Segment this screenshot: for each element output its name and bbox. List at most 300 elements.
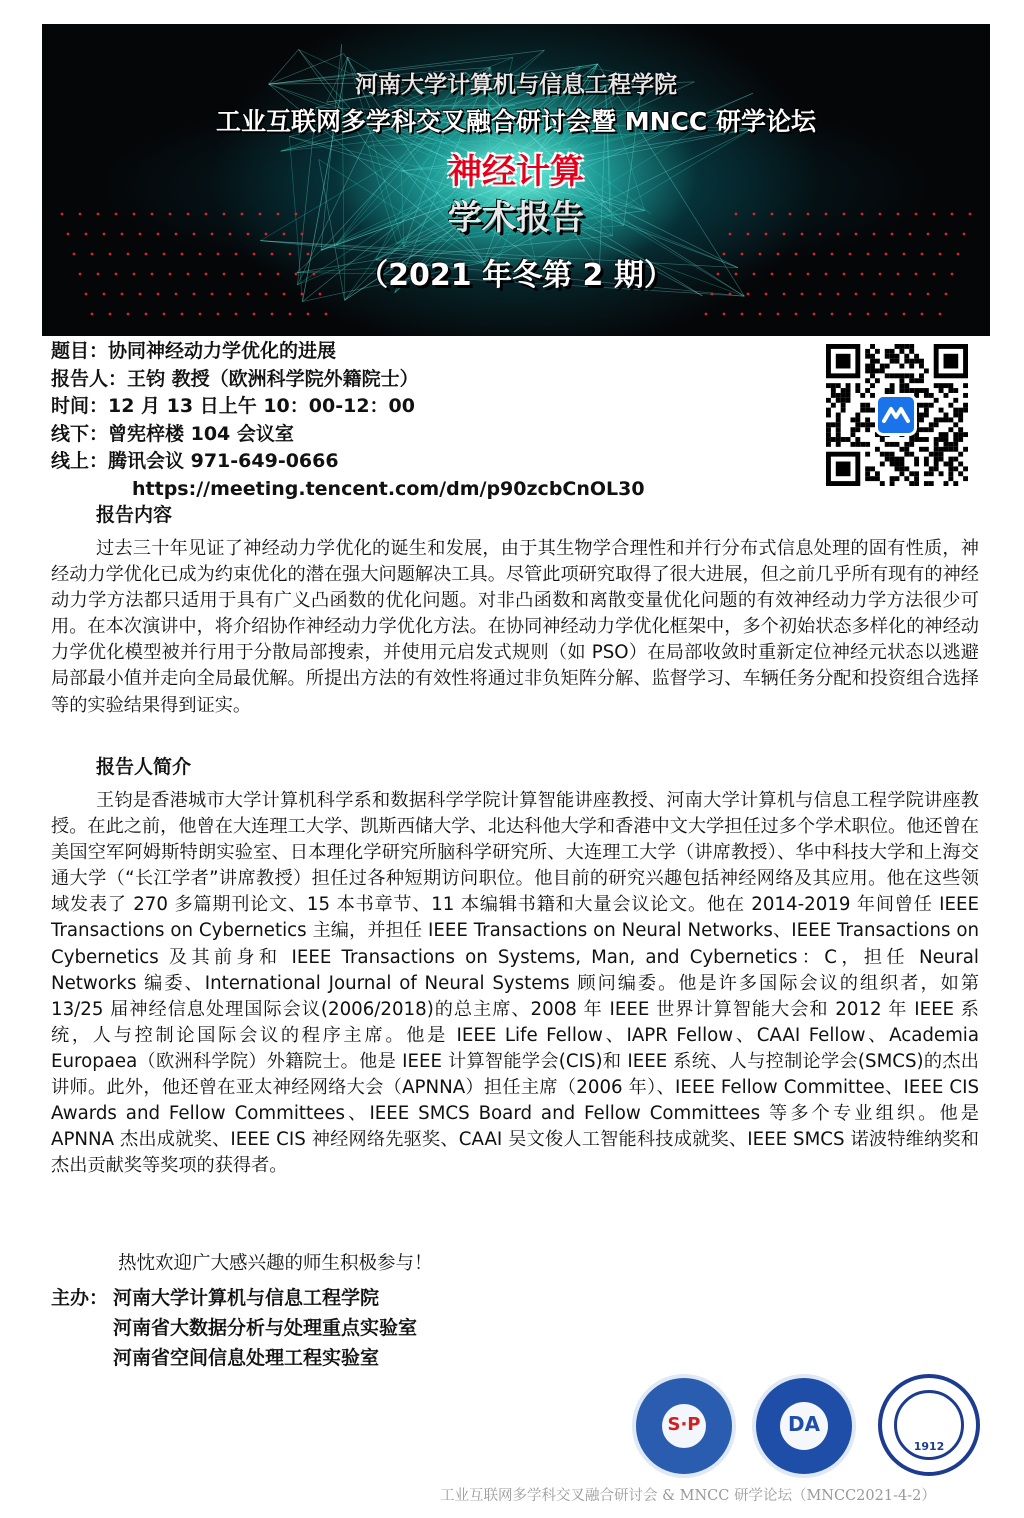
qr-module [826, 398, 831, 403]
qr-module [860, 403, 865, 408]
qr-module [958, 462, 963, 467]
qr-module [885, 388, 890, 393]
qr-module [934, 466, 939, 471]
qr-module [846, 437, 851, 442]
qr-module [850, 417, 855, 422]
qr-module [963, 466, 968, 471]
qr-module [870, 393, 875, 398]
qr-module [855, 422, 860, 427]
qr-module [865, 422, 870, 427]
qr-module [934, 437, 939, 442]
qr-module [841, 437, 846, 442]
qr-module [831, 383, 836, 388]
qr-module [953, 408, 958, 413]
footer-text: 工业互联网多学科交叉融合研讨会 & MNCC 研学论坛（MNCC2021-4-2） [440, 1488, 936, 1504]
qr-module [904, 442, 909, 447]
qr-module [836, 398, 841, 403]
qr-module [826, 427, 831, 432]
qr-module [895, 462, 900, 467]
qr-module [909, 378, 914, 383]
qr-module [958, 452, 963, 457]
qr-module [885, 354, 890, 359]
qr-module [929, 427, 934, 432]
qr-module [939, 471, 944, 476]
qr-module [929, 393, 934, 398]
banner-topic: 神经计算 [448, 152, 584, 192]
qr-module [914, 354, 919, 359]
qr-module [919, 364, 924, 369]
logo-text: S·P [667, 1414, 701, 1435]
header-banner [42, 24, 990, 336]
talk-title: 题目：协同神经动力学优化的进展 [51, 340, 337, 362]
qr-module [924, 388, 929, 393]
qr-module [944, 432, 949, 437]
qr-module [953, 442, 958, 447]
qr-module [963, 476, 968, 481]
qr-module [885, 349, 890, 354]
qr-module [890, 481, 895, 486]
qr-module [929, 466, 934, 471]
qr-module [895, 457, 900, 462]
qr-module [875, 447, 880, 452]
qr-module [831, 422, 836, 427]
qr-module [924, 457, 929, 462]
qr-module [934, 422, 939, 427]
qr-module [924, 403, 929, 408]
qr-module [919, 447, 924, 452]
qr-module [880, 452, 885, 457]
qr-module [836, 432, 841, 437]
qr-module [909, 344, 914, 349]
qr-module [924, 427, 929, 432]
banner-forum: 工业互联网多学科交叉融合研讨会暨 MNCC 研学论坛 [216, 107, 816, 136]
qr-module [860, 422, 865, 427]
qr-module [865, 471, 870, 476]
talk-time: 时间：12 月 13 日上午 10：00-12：00 [51, 395, 415, 417]
qr-module [939, 408, 944, 413]
organizer-item: 河南省空间信息处理工程实验室 [113, 1347, 380, 1369]
qr-module [885, 457, 890, 462]
qr-module [870, 466, 875, 471]
qr-module [841, 403, 846, 408]
qr-module [895, 354, 900, 359]
qr-module [885, 373, 890, 378]
qr-module [924, 462, 929, 467]
qr-module [890, 359, 895, 364]
qr-module [963, 403, 968, 408]
qr-module [909, 359, 914, 364]
qr-module [924, 481, 929, 486]
qr-module [953, 422, 958, 427]
qr-module [895, 373, 900, 378]
banner-report: 学术报告 [448, 198, 584, 238]
qr-module [909, 364, 914, 369]
qr-module [855, 437, 860, 442]
qr-module [919, 388, 924, 393]
qr-module [899, 462, 904, 467]
qr-module [904, 344, 909, 349]
qr-module [885, 452, 890, 457]
qr-module [948, 383, 953, 388]
qr-module [860, 393, 865, 398]
qr-module [963, 408, 968, 413]
qr-module [934, 442, 939, 447]
qr-module [958, 408, 963, 413]
qr-module [895, 476, 900, 481]
qr-module [914, 476, 919, 481]
qr-module [948, 471, 953, 476]
qr-module [914, 437, 919, 442]
qr-module [948, 466, 953, 471]
qr-module [904, 452, 909, 457]
qr-module [958, 417, 963, 422]
talk-offline-location: 线下：曾宪梓楼 104 会议室 [51, 422, 294, 445]
qr-module [944, 437, 949, 442]
bio-heading: 报告人简介 [96, 756, 192, 778]
qr-module [944, 413, 949, 418]
qr-module [865, 388, 870, 393]
qr-module [944, 447, 949, 452]
qr-module [914, 462, 919, 467]
qr-module [924, 368, 929, 373]
qr-module [860, 442, 865, 447]
qr-finder [944, 354, 959, 369]
qr-module [919, 417, 924, 422]
qr-module [909, 373, 914, 378]
qr-module [899, 349, 904, 354]
qr-module [899, 457, 904, 462]
qr-module [914, 457, 919, 462]
qr-module [890, 442, 895, 447]
qr-module [826, 383, 831, 388]
qr-module [895, 442, 900, 447]
qr-module [831, 403, 836, 408]
qr-module [939, 447, 944, 452]
qr-module [963, 393, 968, 398]
qr-module [909, 481, 914, 486]
qr-module [909, 442, 914, 447]
qr-module [919, 437, 924, 442]
qr-module [909, 388, 914, 393]
talk-info [51, 338, 645, 503]
qr-module [953, 466, 958, 471]
qr-module [948, 476, 953, 481]
qr-module [939, 457, 944, 462]
qr-module [865, 368, 870, 373]
qr-module [826, 422, 831, 427]
qr-module [855, 427, 860, 432]
big-data-lab-logo [752, 1374, 856, 1478]
qr-module [875, 368, 880, 373]
qr-module [939, 388, 944, 393]
qr-module [875, 476, 880, 481]
qr-module [929, 471, 934, 476]
qr-module [963, 432, 968, 437]
qr-module [909, 452, 914, 457]
qr-module [939, 452, 944, 457]
content-paragraph: 过去三十年见证了神经动力学优化的诞生和发展，由于其生物学合理性和并行分布式信息处理的固有性质，神经动力学优化已成为约束优化的潜在强大问题解决工具。尽管此项研究取得了很大进展，但之前几乎所有现有的神经动力学方法都只适用于具有广义凸函数的优化问题。对非凸函数和离散变量优化问题的有效神经动力学方法很少可用。在本次演讲中，将介绍协作神经动力学优化方法。在协同神经动力学优化框架中，多个初始状态多样化的神经动力学优化模型被并行用于分散局部搜索，并使用元启发式规则（如 PSO）在局部收敛时重新定位神经元状态以逃避局部最小值并走向全局最优解。所提出方法的有效性将通过非负矩阵分解、监督学习、车辆任务分配和投资组合选择等的实验结果得到证实。 [51, 538, 979, 716]
meeting-link[interactable]: https://meeting.tencent.com/dm/p90zcbCnOL30 [132, 477, 645, 500]
qr-module [890, 383, 895, 388]
qr-module [846, 393, 851, 398]
qr-module [919, 413, 924, 418]
qr-module [826, 408, 831, 413]
qr-module [870, 476, 875, 481]
qr-module [919, 359, 924, 364]
qr-module [944, 417, 949, 422]
logo-text: DA [787, 1412, 821, 1436]
qr-module [895, 344, 900, 349]
qr-module [899, 344, 904, 349]
qr-module [885, 364, 890, 369]
qr-module [948, 388, 953, 393]
qr-module [836, 383, 841, 388]
qr-module [958, 471, 963, 476]
qr-module [934, 447, 939, 452]
qr-module [899, 466, 904, 471]
qr-module [890, 388, 895, 393]
qr-module [919, 373, 924, 378]
qr-module [826, 413, 831, 418]
qr-module [924, 393, 929, 398]
qr-module [836, 427, 841, 432]
qr-module [929, 481, 934, 486]
qr-module [836, 437, 841, 442]
qr-module [831, 437, 836, 442]
qr-module [899, 378, 904, 383]
qr-module [958, 432, 963, 437]
qr-module [958, 437, 963, 442]
qr-module [860, 408, 865, 413]
qr-module [919, 378, 924, 383]
qr-module [924, 447, 929, 452]
qr-module [865, 364, 870, 369]
banner-school: 河南大学计算机与信息工程学院 [355, 72, 677, 98]
qr-module [934, 452, 939, 457]
qr-module [890, 457, 895, 462]
qr-module [929, 452, 934, 457]
qr-module [855, 388, 860, 393]
qr-module [880, 481, 885, 486]
qr-module [865, 442, 870, 447]
qr-module [895, 359, 900, 364]
qr-module [899, 364, 904, 369]
qr-module [948, 417, 953, 422]
qr-module [850, 442, 855, 447]
qr-finder [836, 354, 851, 369]
qr-module [904, 388, 909, 393]
qr-module [924, 413, 929, 418]
qr-module [904, 354, 909, 359]
organizers [51, 1283, 417, 1373]
qr-module [836, 442, 841, 447]
qr-module [865, 403, 870, 408]
qr-module [890, 476, 895, 481]
qr-module [899, 383, 904, 388]
qr-module [855, 442, 860, 447]
qr-module [944, 383, 949, 388]
qr-module [870, 359, 875, 364]
qr-module [948, 462, 953, 467]
qr-module [841, 393, 846, 398]
qr-module [855, 413, 860, 418]
qr-module [944, 442, 949, 447]
qr-module [914, 378, 919, 383]
qr-module [870, 354, 875, 359]
qr-module [880, 437, 885, 442]
qr-module [904, 447, 909, 452]
qr-module [914, 359, 919, 364]
qr-module [924, 437, 929, 442]
qr-module [899, 447, 904, 452]
qr-module [919, 403, 924, 408]
content-heading: 报告内容 [96, 504, 173, 526]
qr-module [953, 388, 958, 393]
qr-module [846, 388, 851, 393]
qr-module [899, 471, 904, 476]
organizers-label: 主办： [51, 1287, 109, 1309]
qr-module [826, 432, 831, 437]
qr-module [875, 471, 880, 476]
qr-module [899, 373, 904, 378]
qr-module [953, 413, 958, 418]
qr-module [904, 373, 909, 378]
qr-module [846, 383, 851, 388]
qr-module [953, 457, 958, 462]
qr-module [855, 417, 860, 422]
qr-module [841, 408, 846, 413]
qr-module [865, 452, 870, 457]
qr-module [846, 398, 851, 403]
qr-module [948, 447, 953, 452]
qr-module [895, 466, 900, 471]
qr-module [948, 403, 953, 408]
qr-module [904, 359, 909, 364]
qr-module [865, 349, 870, 354]
qr-module [865, 408, 870, 413]
organizer-item: 河南省大数据分析与处理重点实验室 [113, 1317, 418, 1339]
qr-module [944, 481, 949, 486]
qr-module [958, 413, 963, 418]
qr-module [899, 388, 904, 393]
qr-module [836, 413, 841, 418]
qr-module [826, 442, 831, 447]
qr-module [924, 408, 929, 413]
talk-online-meeting: 线上：腾讯会议 971-649-0666 [51, 450, 339, 472]
qr-module [890, 462, 895, 467]
qr-finder [836, 462, 851, 477]
qr-module [836, 393, 841, 398]
qr-module [831, 393, 836, 398]
qr-module [948, 457, 953, 462]
qr-module [934, 457, 939, 462]
qr-module [890, 354, 895, 359]
qr-module [929, 403, 934, 408]
qr-module [836, 422, 841, 427]
tencent-meeting-glyph [878, 397, 914, 433]
spatial-info-lab-logo [632, 1374, 736, 1478]
qr-module [914, 481, 919, 486]
qr-module [934, 462, 939, 467]
qr-module [904, 476, 909, 481]
qr-module [836, 417, 841, 422]
qr-module [904, 383, 909, 388]
qr-module [880, 462, 885, 467]
qr-module [948, 427, 953, 432]
qr-module [850, 432, 855, 437]
qr-module [841, 388, 846, 393]
qr-module [939, 417, 944, 422]
qr-module [963, 447, 968, 452]
qr-module [865, 417, 870, 422]
qr-module [953, 437, 958, 442]
qr-module [875, 378, 880, 383]
qr-module [890, 452, 895, 457]
qr-module [875, 349, 880, 354]
qr-module [914, 471, 919, 476]
qr-module [865, 378, 870, 383]
qr-module [909, 471, 914, 476]
qr-module [924, 471, 929, 476]
tencent-meeting-icon [875, 394, 917, 436]
qr-module [944, 393, 949, 398]
qr-module [958, 427, 963, 432]
talk-speaker: 报告人：王钧 教授（欧洲科学院外籍院士） [51, 367, 419, 390]
qr-module [904, 466, 909, 471]
qr-module [865, 476, 870, 481]
qr-module [831, 388, 836, 393]
qr-module [948, 442, 953, 447]
qr-module [870, 373, 875, 378]
qr-module [865, 427, 870, 432]
qr-module [855, 383, 860, 388]
qr-module [934, 417, 939, 422]
qr-module [953, 447, 958, 452]
qr-module [953, 398, 958, 403]
qr-module [870, 383, 875, 388]
qr-module [870, 344, 875, 349]
henan-university-logo [878, 1374, 980, 1476]
qr-module [826, 437, 831, 442]
qr-module [953, 432, 958, 437]
qr-module [870, 368, 875, 373]
organizer-item: 河南大学计算机与信息工程学院 [113, 1287, 380, 1309]
qr-module [865, 466, 870, 471]
qr-module [919, 427, 924, 432]
logo-year: 1912 [913, 1440, 945, 1453]
qr-module [909, 437, 914, 442]
qr-module [939, 437, 944, 442]
qr-module [870, 364, 875, 369]
qr-module [880, 364, 885, 369]
qr-module [890, 373, 895, 378]
qr-module [841, 398, 846, 403]
qr-module [934, 398, 939, 403]
banner-issue: （2021 年冬第 2 期） [358, 258, 674, 293]
qr-module [929, 422, 934, 427]
qr-module [880, 368, 885, 373]
qr-module [875, 359, 880, 364]
qr-module [944, 462, 949, 467]
bio-paragraph: 王钧是香港城市大学计算机科学系和数据科学学院计算智能讲座教授、河南大学计算机与信息工程学院讲座教授。在此之前，他曾在大连理工大学、凯斯西储大学、北达科他大学和香港中文大学担任过多个学术职位。他还曾在美国空军阿姆斯特朗实验室、日本理化学研究所脑科学研究所、大连理工大学（讲席教授）、华中科技大学和上海交通大学（“长江学者”讲席教授）担任过各种短期访问职位。他目前的研究兴趣包括神经网络及其应用。他在这些领域发表了 270 多篇期刊论文、15 本书章节、11 本编辑书籍和大量会议论文。他在 2014-2019 年间曾任 IEEE Transactions on Cybernetics 主编，并担任 IEEE Transactions on Neural Networks、IEEE Transactions on Cybernetics 及其前身和 IEEE Transactions on Systems, Man, and Cybernetics：C，担任 Neural Networks 编委、International Journal of Neural Systems 顾问编委。他是许多国际会议的组织者，如第 13/25 届神经信息处理国际会议(2006/2018)的总主席、2008 年 IEEE 世界计算智能大会和 2012 年 IEEE 系统，人与控制论国际会议的程序主席。他是 IEEE Life Fellow、IAPR Fellow、CAAI Fellow、Academia Europaea（欧洲科学院）外籍院士。他是 IEEE 计算智能学会(CIS)和 IEEE 系统、人与控制论学会(SMCS)的杰出讲师。此外，他还曾在亚太神经网络大会（APNNA）担任主席（2006 年）、IEEE Fellow Committee、IEEE CIS Awards and Fellow Committees、IEEE SMCS Board and Fellow Committees 等多个专业组织。他是 APNNA 杰出成就奖、IEEE CIS 神经网络先驱奖、CAAI 吴文俊人工智能科技成就奖、IEEE SMCS 诺波特维纳奖和杰出贡献奖等奖项的获得者。 [51, 790, 979, 1177]
qr-module [939, 383, 944, 388]
qr-module [914, 388, 919, 393]
welcome-text: 热忱欢迎广大感兴趣的师生积极参与！ [118, 1253, 433, 1274]
qr-module [934, 383, 939, 388]
qr-module [865, 354, 870, 359]
qr-module [963, 383, 968, 388]
qr-module [890, 349, 895, 354]
